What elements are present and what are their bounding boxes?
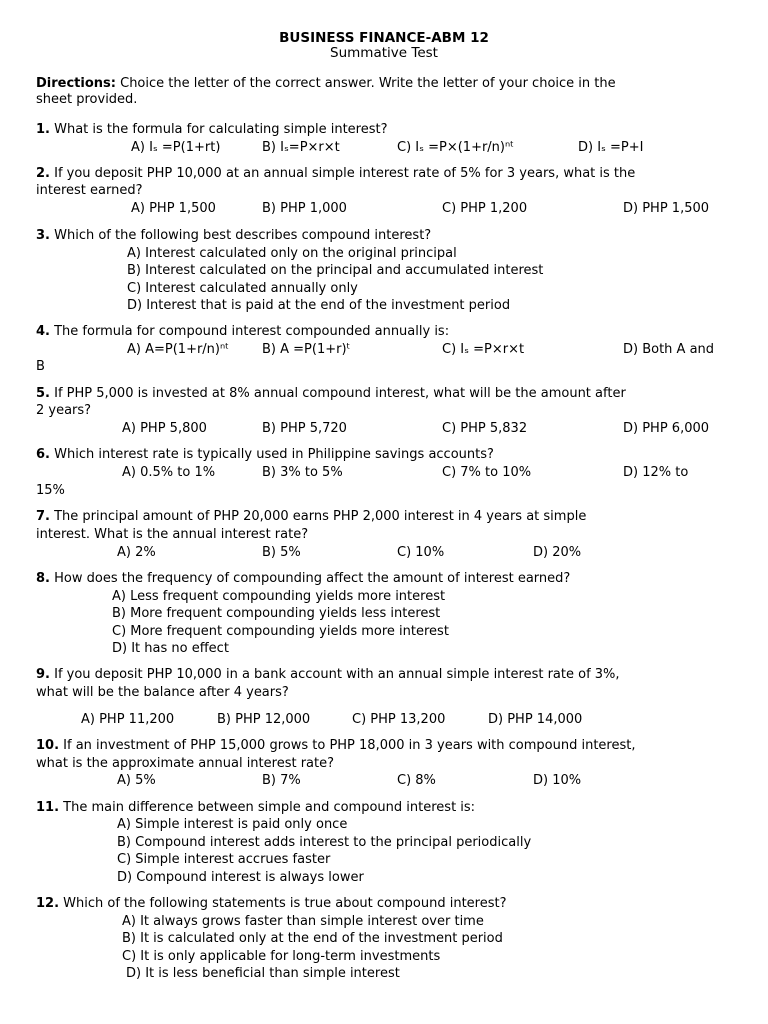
q10-option-b: B) 7% [262, 773, 301, 788]
question-number: 1. [36, 122, 50, 137]
question-text: If you deposit PHP 10,000 at an annual simple interest rate of 5% for 3 years, what is the [49, 166, 636, 181]
q8-option-d: D) It has no effect [112, 641, 229, 656]
q11-option-b: B) Compound interest adds interest to the principal periodically [117, 835, 532, 850]
question-3 [36, 228, 431, 243]
q1-option-c: C) Iₛ =P×(1+r/n)ⁿᵗ [397, 140, 515, 155]
q5-option-b: B) PHP 5,720 [262, 421, 347, 436]
q4-option-d-cont: B [36, 359, 45, 374]
q9-option-c: C) PHP 13,200 [352, 712, 446, 727]
question-text: Which of the following statements is true about compound interest? [59, 896, 507, 911]
directions [36, 76, 616, 91]
question-7 [36, 509, 586, 524]
q2-option-c: C) PHP 1,200 [442, 201, 528, 216]
question-2-cont: interest earned? [36, 183, 143, 198]
question-text: How does the frequency of compounding affect the amount of interest earned? [49, 571, 571, 586]
question-number: 10. [36, 738, 60, 753]
q1-option-a: A) Iₛ =P(1+rt) [131, 140, 221, 155]
q9-option-b: B) PHP 12,000 [217, 712, 311, 727]
q5-option-a: A) PHP 5,800 [122, 421, 207, 436]
document-subtitle: Summative Test [330, 45, 438, 61]
q2-option-a: A) PHP 1,500 [131, 201, 216, 216]
q5-option-c: C) PHP 5,832 [442, 421, 528, 436]
q2-option-d: D) PHP 1,500 [623, 201, 710, 216]
q9-option-a: A) PHP 11,200 [81, 712, 175, 727]
q7-option-a: A) 2% [117, 545, 156, 560]
question-11 [36, 800, 475, 815]
question-6 [36, 447, 494, 462]
question-2 [36, 166, 635, 181]
q6-option-d: D) 12% to [623, 465, 689, 480]
question-1 [36, 122, 388, 137]
q12-option-a: A) It always grows faster than simple interest over time [122, 914, 484, 929]
question-number: 3. [36, 228, 50, 243]
q10-option-d: D) 10% [533, 773, 582, 788]
question-7-cont: interest. What is the annual interest rate? [36, 527, 309, 542]
q3-option-b: B) Interest calculated on the principal and accumulated interest [127, 263, 544, 278]
q11-option-c: C) Simple interest accrues faster [117, 852, 331, 867]
directions-label: Directions: [36, 76, 116, 91]
question-number: 11. [36, 800, 60, 815]
question-12 [36, 896, 507, 911]
q4-option-a: A) A=P(1+r/n)ⁿᵗ [127, 342, 230, 357]
q10-option-c: C) 8% [397, 773, 436, 788]
question-text: The formula for compound interest compounded annually is: [49, 324, 450, 339]
q8-option-b: B) More frequent compounding yields less interest [112, 606, 441, 621]
q2-option-b: B) PHP 1,000 [262, 201, 347, 216]
document-title: BUSINESS FINANCE-ABM 12 [279, 30, 489, 46]
question-number: 5. [36, 386, 50, 401]
q6-option-d-cont: 15% [36, 483, 65, 498]
question-number: 6. [36, 447, 50, 462]
q7-option-b: B) 5% [262, 545, 301, 560]
q3-option-c: C) Interest calculated annually only [127, 281, 358, 296]
q3-option-a: A) Interest calculated only on the original principal [127, 246, 457, 261]
q8-option-c: C) More frequent compounding yields more interest [112, 624, 449, 639]
q6-option-c: C) 7% to 10% [442, 465, 532, 480]
q4-option-d: D) Both A and [623, 342, 715, 357]
q11-option-a: A) Simple interest is paid only once [117, 817, 348, 832]
q9-option-d: D) PHP 14,000 [488, 712, 583, 727]
question-text: Which of the following best describes compound interest? [49, 228, 432, 243]
q12-option-d: D) It is less beneficial than simple interest [126, 966, 400, 981]
question-number: 7. [36, 509, 50, 524]
question-8 [36, 571, 570, 586]
q6-option-a: A) 0.5% to 1% [122, 465, 216, 480]
q7-option-d: D) 20% [533, 545, 582, 560]
q4-option-b: B) A =P(1+r)ᵗ [262, 342, 351, 357]
question-10 [36, 738, 636, 753]
q1-option-b: B) Iₛ=P×r×t [262, 140, 340, 155]
question-9-cont: what will be the balance after 4 years? [36, 685, 289, 700]
question-10-cont: what is the approximate annual interest rate? [36, 756, 335, 771]
q4-option-c: C) Iₛ =P×r×t [442, 342, 525, 357]
directions-text: Choice the letter of the correct answer. Write the letter of your choice in the [115, 76, 616, 91]
question-number: 4. [36, 324, 50, 339]
q12-option-b: B) It is calculated only at the end of the investment period [122, 931, 503, 946]
question-text: If you deposit PHP 10,000 in a bank account with an annual simple interest rate of 3%, [49, 667, 620, 682]
question-9 [36, 667, 620, 682]
q8-option-a: A) Less frequent compounding yields more interest [112, 589, 446, 604]
question-5 [36, 386, 626, 401]
question-4 [36, 324, 449, 339]
question-number: 12. [36, 896, 60, 911]
question-number: 9. [36, 667, 50, 682]
q1-option-d: D) Iₛ =P+I [578, 140, 644, 155]
q12-option-c: C) It is only applicable for long-term investments [122, 949, 441, 964]
q5-option-d: D) PHP 6,000 [623, 421, 710, 436]
directions-text-cont: sheet provided. [36, 92, 138, 107]
question-text: What is the formula for calculating simple interest? [49, 122, 388, 137]
question-text: The principal amount of PHP 20,000 earns PHP 2,000 interest in 4 years at simple [49, 509, 587, 524]
q11-option-d: D) Compound interest is always lower [117, 870, 364, 885]
question-text: Which interest rate is typically used in Philippine savings accounts? [49, 447, 494, 462]
question-text: If an investment of PHP 15,000 grows to PHP 18,000 in 3 years with compound interest, [59, 738, 636, 753]
question-number: 2. [36, 166, 50, 181]
q3-option-d: D) Interest that is paid at the end of the investment period [127, 298, 511, 313]
q6-option-b: B) 3% to 5% [262, 465, 343, 480]
q7-option-c: C) 10% [397, 545, 445, 560]
question-5-cont: 2 years? [36, 403, 92, 418]
q10-option-a: A) 5% [117, 773, 156, 788]
question-number: 8. [36, 571, 50, 586]
question-text: If PHP 5,000 is invested at 8% annual compound interest, what will be the amount after [49, 386, 626, 401]
question-text: The main difference between simple and compound interest is: [59, 800, 476, 815]
